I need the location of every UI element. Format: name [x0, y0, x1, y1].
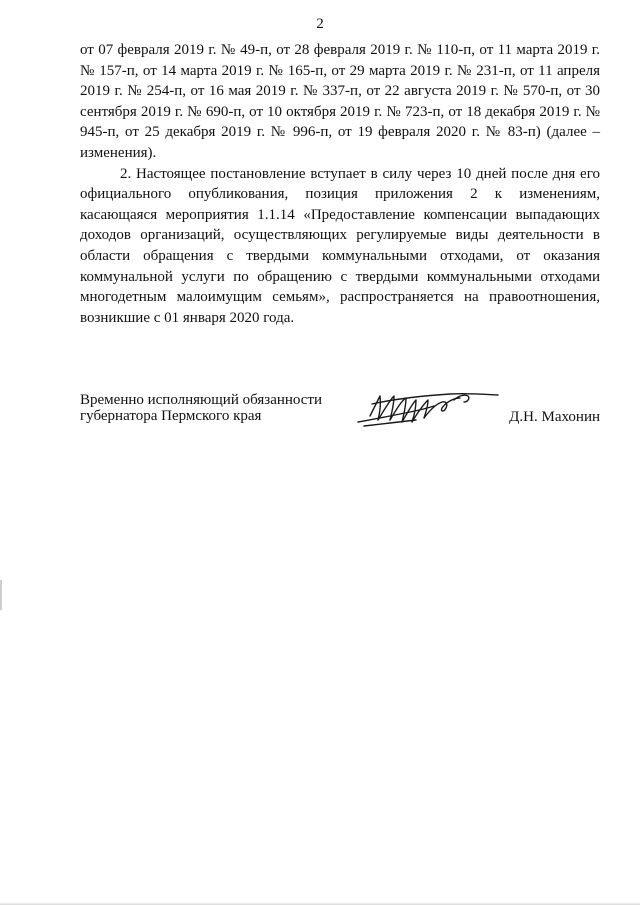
handwritten-signature	[350, 386, 500, 434]
signatory-title-line-1: Временно исполняющий обязанности	[80, 392, 323, 408]
page-number: 2	[316, 16, 324, 32]
document-body	[80, 40, 600, 328]
paragraph-amendments-list: от 07 февраля 2019 г. № 49-п, от 28 февраля 2019 г. № 110-п, от 11 марта 2019 г. № 157-п, от 14 марта 2019 г. № 165-п, от 29 марта 2019 г. № 231-п, от 11 апреля 2019 г. № 254-п, от 16 мая 2019 г. № 337-п, от 22 августа 2019 г. № 570-п, от 30 сентября 2019 г. № 690-п, от 10 октября 2019 г. № 723-п, от 18 декабря 2019 г. № 945-п, от 25 декабря 2019 г. № 996-п, от 19 февраля 2020 г. № 83-п) (далее – изменения).	[80, 42, 600, 161]
paragraph-effective-date: 2. Настоящее постановление вступает в силу через 10 дней после дня его официального опубликования, позиция приложения 2 к изменениям, касающаяся мероприятия 1.1.14 «Предоставление компенсации выпадающих доходов организаций, осуществляющих регулируемые виды деятельности в области обращения с твердыми коммунальными отходами, от оказания коммунальной услуги по обращению с твердыми коммунальными отходами многодетным малоимущим семьям», распространяется на правоотношения, возникшие с 01 января 2020 года.	[80, 165, 600, 326]
signatory-title-line-2: губернатора Пермского края	[80, 408, 262, 424]
signatory-name: Д.Н. Махонин	[509, 409, 600, 425]
scan-edge-mark	[0, 580, 2, 610]
signature-block	[80, 392, 600, 442]
signatory-title	[80, 392, 322, 424]
